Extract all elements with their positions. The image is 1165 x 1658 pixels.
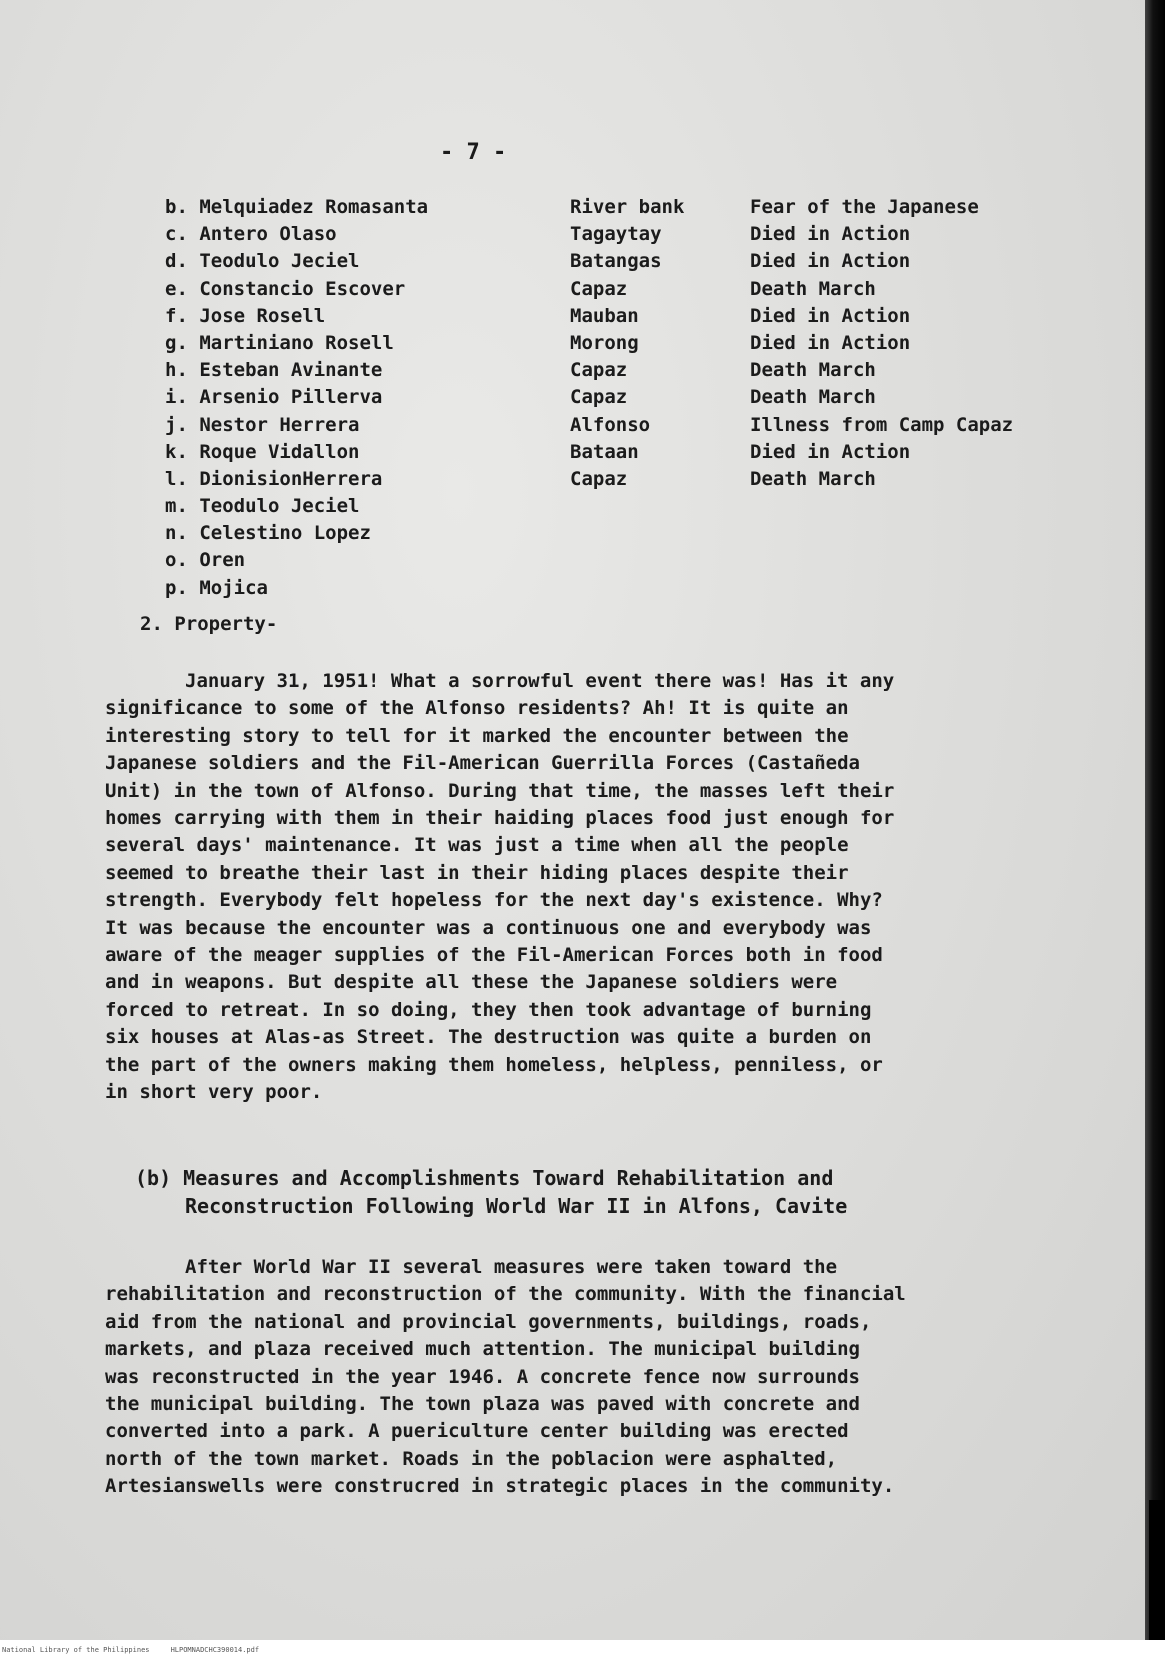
casualty-cause: Death March	[750, 359, 876, 382]
casualty-name: g. Martiniano Rosell	[165, 331, 394, 354]
paragraph-line: Unit) in the town of Alfonso. During that time, the masses left their	[105, 779, 895, 802]
casualty-cause: Died in Action	[750, 331, 911, 354]
casualty-place: Bataan	[570, 440, 639, 463]
casualty-cause: Died in Action	[750, 250, 911, 273]
casualty-row	[165, 278, 1085, 305]
casualty-row	[165, 441, 1085, 468]
scan-edge-blob	[1149, 1500, 1165, 1640]
paragraph-line: seemed to breathe their last in their hiding places despite their	[105, 861, 849, 884]
casualty-name: p. Mojica	[165, 576, 268, 599]
paragraph-line: After World War II several measures were taken toward the	[185, 1256, 838, 1278]
casualty-name: k. Roque Vidallon	[165, 440, 360, 463]
casualty-place: Mauban	[570, 304, 639, 327]
section-b-heading	[135, 1164, 847, 1220]
casualty-row	[165, 359, 1085, 386]
paragraph-line: Japanese soldiers and the Fil-American Guerrilla Forces (Castañeda	[105, 752, 860, 775]
paragraph-line: several days' maintenance. It was just a time when all the people	[105, 834, 849, 857]
section-heading-line: (b) Measures and Accomplishments Toward Rehabilitation and	[135, 1166, 834, 1190]
paragraph-line: markets, and plaza received much attention. The municipal building	[105, 1338, 860, 1361]
casualty-place: Tagaytay	[570, 223, 662, 246]
casualty-row	[165, 223, 1085, 250]
casualty-cause: Died in Action	[750, 223, 911, 246]
after-war-paragraph	[105, 1254, 1105, 1501]
casualty-name: j. Nestor Herrera	[165, 413, 360, 436]
paragraph-line: in short very poor.	[105, 1081, 323, 1104]
paragraph-line: the municipal building. The town plaza was paved with concrete and	[105, 1393, 860, 1416]
casualty-cause: Death March	[750, 386, 876, 409]
paragraph-line: Artesianswells were construcred in strategic places in the community.	[105, 1475, 895, 1498]
casualty-place: Capaz	[570, 467, 628, 490]
paragraph-line: north of the town market. Roads in the poblacion were asphalted,	[105, 1447, 838, 1470]
casualty-name: h. Esteban Avinante	[165, 359, 383, 382]
casualty-row	[165, 468, 1085, 495]
casualty-place: Alfonso	[570, 413, 651, 436]
casualty-cause: Death March	[750, 277, 876, 300]
paragraph-line: six houses at Alas-as Street. The destruction was quite a burden on	[105, 1026, 872, 1049]
casualty-row	[165, 196, 1085, 223]
casualty-row	[165, 522, 1085, 549]
paragraph-line: interesting story to tell for it marked the encounter between the	[105, 724, 849, 747]
casualty-list	[165, 196, 1085, 604]
casualty-place: Morong	[570, 331, 639, 354]
paragraph-line: January 31, 1951! What a sorrowful event there was! Has it any	[185, 670, 895, 692]
casualty-cause: Died in Action	[750, 304, 911, 327]
paragraph-line: homes carrying with them in their haiding places food just enough for	[105, 807, 895, 830]
paragraph-line: aid from the national and provincial governments, buildings, roads,	[105, 1310, 872, 1333]
paragraph-line: the part of the owners making them homeless, helpless, penniless, or	[105, 1053, 883, 1076]
scan-edge-bar	[1145, 0, 1165, 1640]
paragraph-line: strength. Everybody felt hopeless for the next day's existence. Why?	[105, 889, 883, 912]
paragraph-line: converted into a park. A puericulture center building was erected	[105, 1420, 849, 1443]
paragraph-line: It was because the encounter was a continuous one and everybody was	[105, 916, 872, 939]
paragraph-line: rehabilitation and reconstruction of the community. With the financial	[105, 1283, 906, 1306]
paragraph-line: was reconstructed in the year 1946. A concrete fence now surrounds	[105, 1365, 860, 1388]
section-heading-line: Reconstruction Following World War II in Alfons, Cavite	[185, 1194, 848, 1218]
casualty-cause: Died in Action	[750, 440, 911, 463]
casualty-name: e. Constancio Escover	[165, 277, 406, 300]
property-paragraph	[105, 668, 1105, 1107]
casualty-row	[165, 549, 1085, 576]
paragraph-line: aware of the meager supplies of the Fil-American Forces both in food	[105, 944, 883, 967]
casualty-name: l. DionisionHerrera	[165, 467, 383, 490]
paragraph-line: forced to retreat. In so doing, they then took advantage of burning	[105, 998, 872, 1021]
paragraph-line: significance to some of the Alfonso residents? Ah! It is quite an	[105, 697, 849, 720]
casualty-row	[165, 250, 1085, 277]
casualty-place: Capaz	[570, 277, 628, 300]
casualty-place: Capaz	[570, 386, 628, 409]
casualty-place: Batangas	[570, 250, 662, 273]
casualty-cause: Fear of the Japanese	[750, 196, 979, 218]
casualty-name: n. Celestino Lopez	[165, 522, 371, 545]
casualty-name: i. Arsenio Pillerva	[165, 386, 383, 409]
property-heading: 2. Property-	[140, 613, 278, 635]
casualty-row	[165, 577, 1085, 604]
casualty-row	[165, 332, 1085, 359]
casualty-row	[165, 414, 1085, 441]
casualty-cause: Death March	[750, 467, 876, 490]
casualty-row	[165, 386, 1085, 413]
casualty-name: f. Jose Rosell	[165, 304, 326, 327]
casualty-name: b. Melquiadez Romasanta	[165, 196, 429, 218]
casualty-name: m. Teodulo Jeciel	[165, 495, 360, 518]
page-number: - 7 -	[440, 140, 507, 165]
casualty-row	[165, 305, 1085, 332]
casualty-name: d. Teodulo Jeciel	[165, 250, 360, 273]
paragraph-line: and in weapons. But despite all these the Japanese soldiers were	[105, 971, 838, 994]
casualty-name: c. Antero Olaso	[165, 223, 337, 246]
casualty-place: River bank	[570, 196, 685, 218]
casualty-row	[165, 495, 1085, 522]
footer-source-text: National Library of the Philippines HLPOMNADCHC390014.pdf	[2, 1646, 260, 1654]
casualty-name: o. Oren	[165, 549, 246, 572]
casualty-cause: Illness from Camp Capaz	[750, 413, 1014, 436]
casualty-place: Capaz	[570, 359, 628, 382]
